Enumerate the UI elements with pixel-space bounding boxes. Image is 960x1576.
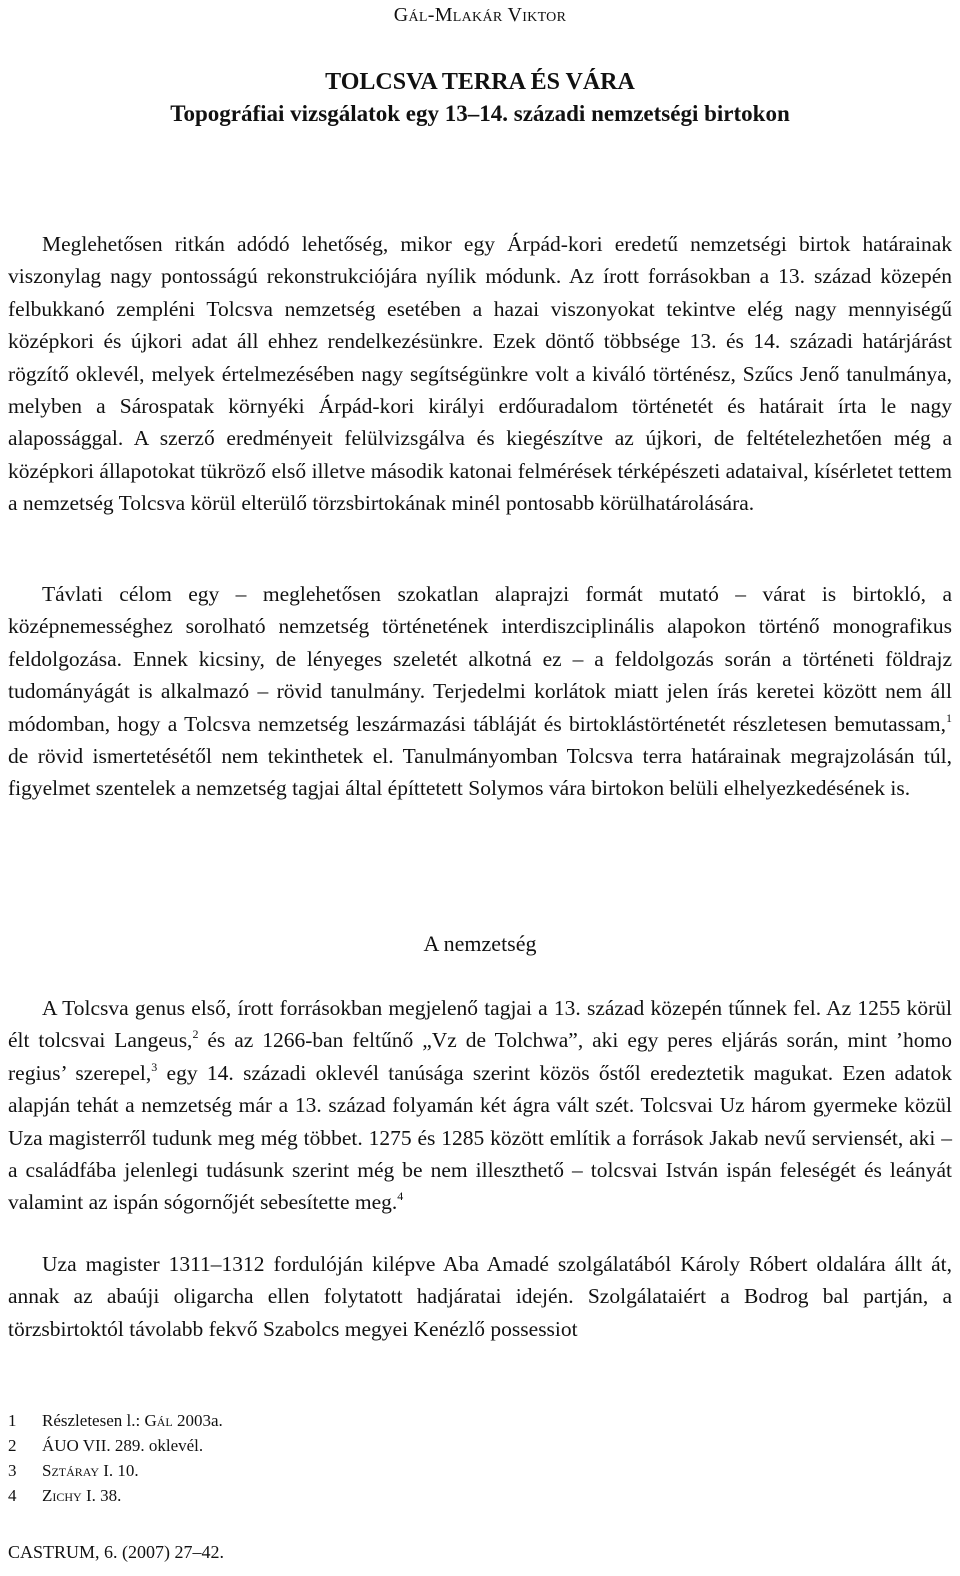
footnote-text-part: Részletesen l.: <box>42 1411 145 1430</box>
paragraph-text: A Tolcsva genus első, írott forrásokban megjelenő tagjai a 13. század közepén tűnnek fel. Az 1255 körül élt tolcsvai Langeus, <box>8 996 952 1053</box>
journal-citation: CASTRUM, 6. (2007) 27–42. <box>8 1542 225 1562</box>
footnote-number: 2 <box>8 1436 17 1455</box>
paragraph-text: egy 14. századi oklevél tanúsága szerint közös őstől eredeztetik magukat. Ezen adatok alapján tehát a nemzetség már a 13. század folyamán két ágra vált szét. Tolcsvai Uz három gyermeke közül Uza magisterről tudunk meg még többet. 1275 és 1285 között említik a források Jakab nevű serviensét, aki – a családfába jelenlegi tudásunk szerint még be nem illeszthető – tolcsvai István ispán feleségét és leányát valamint az ispán sógornőjét sebesítette meg. <box>8 1060 952 1215</box>
footnote-text <box>42 1433 203 1458</box>
footnote <box>8 1458 908 1483</box>
footnote-number: 3 <box>8 1461 17 1480</box>
paragraph-text: de rövid ismertetésétől nem tekinthetek el. Tanulmányomban Tolcsva terra határainak megrajzolásán túl, figyelmet szentelek a nemzetség tagjai által építtetett Solymos vára birtokon belüli elhelyezkedésének is. <box>8 744 952 801</box>
footnote <box>8 1408 908 1433</box>
footnote-number: 1 <box>8 1411 17 1430</box>
footnote-author: Gál <box>144 1411 173 1430</box>
paragraph-text: és az 1266-ban feltűnő „Vz de Tolchwa”, aki egy peres eljárás során, mint ’homo regius’ szerepel, <box>8 1028 952 1085</box>
footnote-ref[interactable]: 1 <box>946 710 952 725</box>
body-paragraph <box>8 992 952 1219</box>
article-title: TOLCSVA TERRA ÉS VÁRA <box>325 69 635 95</box>
footnote-text <box>42 1408 223 1433</box>
footnote-text-part: ÁUO VII. 289. oklevél. <box>42 1436 204 1455</box>
section-heading: A nemzetség <box>423 931 537 956</box>
footnote-ref[interactable]: 2 <box>192 1027 199 1042</box>
footnotes <box>8 1408 908 1508</box>
footnote <box>8 1433 908 1458</box>
paragraph-text: Távlati célom egy – meglehetősen szokatlan alaprajzi formát mutató – várat is birtokló, a középnemességhez sorolható nemzetség történetének interdiszciplinális alapokon történő monografikus feldolgozása. Ennek kicsiny, de lényeges szeletét alkotná ez – a feldolgozás során a történeti földrajz tudományágát is alkalmazó – rövid tanulmány. Terjedelmi korlátok miatt jelen írás keretei között nem áll módomban, hogy a Tolcsva nemzetség leszármazási tábláját és birtoklástörténetét részletesen bemutassam, <box>8 582 952 736</box>
author-name: Gál-Mlakár Viktor <box>393 4 567 26</box>
footnote-number: 4 <box>8 1486 17 1505</box>
footnote-text-part: I. 10. <box>99 1461 139 1480</box>
footnote-author: Sztáray <box>42 1461 100 1480</box>
footnote-ref[interactable]: 3 <box>151 1059 158 1074</box>
footnote-text <box>42 1458 139 1483</box>
footnote-ref[interactable]: 4 <box>397 1189 404 1204</box>
footnote-text-part: I. 38. <box>81 1486 122 1505</box>
article-subtitle: Topográfiai vizsgálatok egy 13–14. századi nemzetségi birtokon <box>170 101 790 126</box>
footnote-author: Zichy <box>42 1486 82 1505</box>
footnote-text-part: 2003a. <box>172 1411 223 1430</box>
footnote <box>8 1483 908 1508</box>
body-paragraph: Uza magister 1311–1312 fordulóján kilépve Aba Amadé szolgálatából Károly Róbert oldalára állt át, annak az abaúji oligarcha ellen folytatott hadjáratai idején. Szolgálataiért a Bodrog bal partján, a törzsbirtoktól távolabb fekvő Szabolcs megyei Kenézlő possessiot <box>8 1252 952 1341</box>
footnote-text <box>42 1483 121 1508</box>
body-paragraph <box>8 578 952 805</box>
body-paragraph: Meglehetősen ritkán adódó lehetőség, mikor egy Árpád-kori eredetű nemzetségi birtok határainak viszonylag nagy pontosságú rekonstrukciójára nyílik módunk. Az írott forrásokban a 13. század közepén felbukkanó zempléni Tolcsva nemzetség esetében a hazai viszonyokat tekintve elég nagy mennyiségű középkori és újkori adat áll ehhez rendelkezésünkre. Ezek döntő többsége 13. és 14. századi határjárást rögzítő oklevél, melyek értelmezésében nagy segítségünkre volt a kiváló történész, Szűcs Jenő tanulmánya, melyben a Sárospatak környéki Árpád-kori királyi erdőuradalom történetét és határait írta le nagy alapossággal. A szerző eredményeit felülvizsgálva és kiegészítve az újkori, de feltételezhetően még a középkori állapotokat tükröző első illetve második katonai felmérések térképészeti adataival, kísérletet tettem a nemzetség Tolcsva körül elterülő törzsbirtokának minél pontosabb körülhatárolására. <box>8 232 952 516</box>
